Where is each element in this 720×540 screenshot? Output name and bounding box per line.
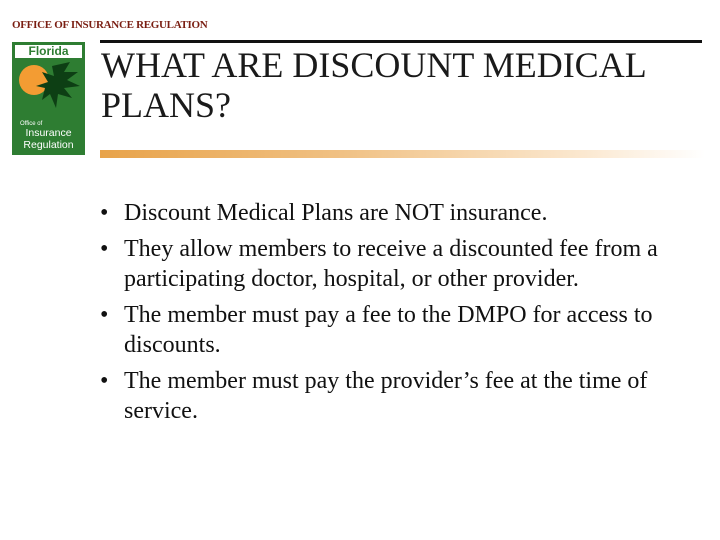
oir-logo: [12, 42, 85, 155]
org-header: OFFICE OF INSURANCE REGULATION: [12, 19, 208, 31]
bullet-text: The member must pay a fee to the DMPO for access to discounts.: [124, 301, 653, 358]
logo-insurance-text: Insurance: [25, 127, 72, 139]
bullet-text: Discount Medical Plans are NOT insurance.: [124, 200, 548, 226]
title-underline: [100, 150, 705, 158]
bullet-dot: •: [100, 301, 109, 328]
logo-regulation-text: Regulation: [23, 139, 74, 151]
bullet-item: [100, 198, 700, 229]
slide-title: WHAT ARE DISCOUNT MEDICAL PLANS?: [101, 45, 646, 125]
bullet-item: [100, 234, 700, 295]
bullet-list: [100, 198, 700, 432]
bullet-text: The member must pay the provider’s fee at the time of service.: [124, 367, 648, 424]
bullet-text: They allow members to receive a discounted fee from a participating doctor, hospital, or other provider.: [124, 235, 658, 292]
bullet-item: [100, 366, 700, 427]
bullet-item: [100, 300, 700, 361]
bullet-dot: •: [100, 367, 109, 394]
bullet-dot: •: [100, 235, 109, 262]
logo-office-of-text: Office of: [20, 121, 43, 127]
logo-florida-text: Florida: [28, 44, 69, 58]
top-divider: [100, 40, 702, 43]
bullet-dot: •: [100, 200, 109, 226]
